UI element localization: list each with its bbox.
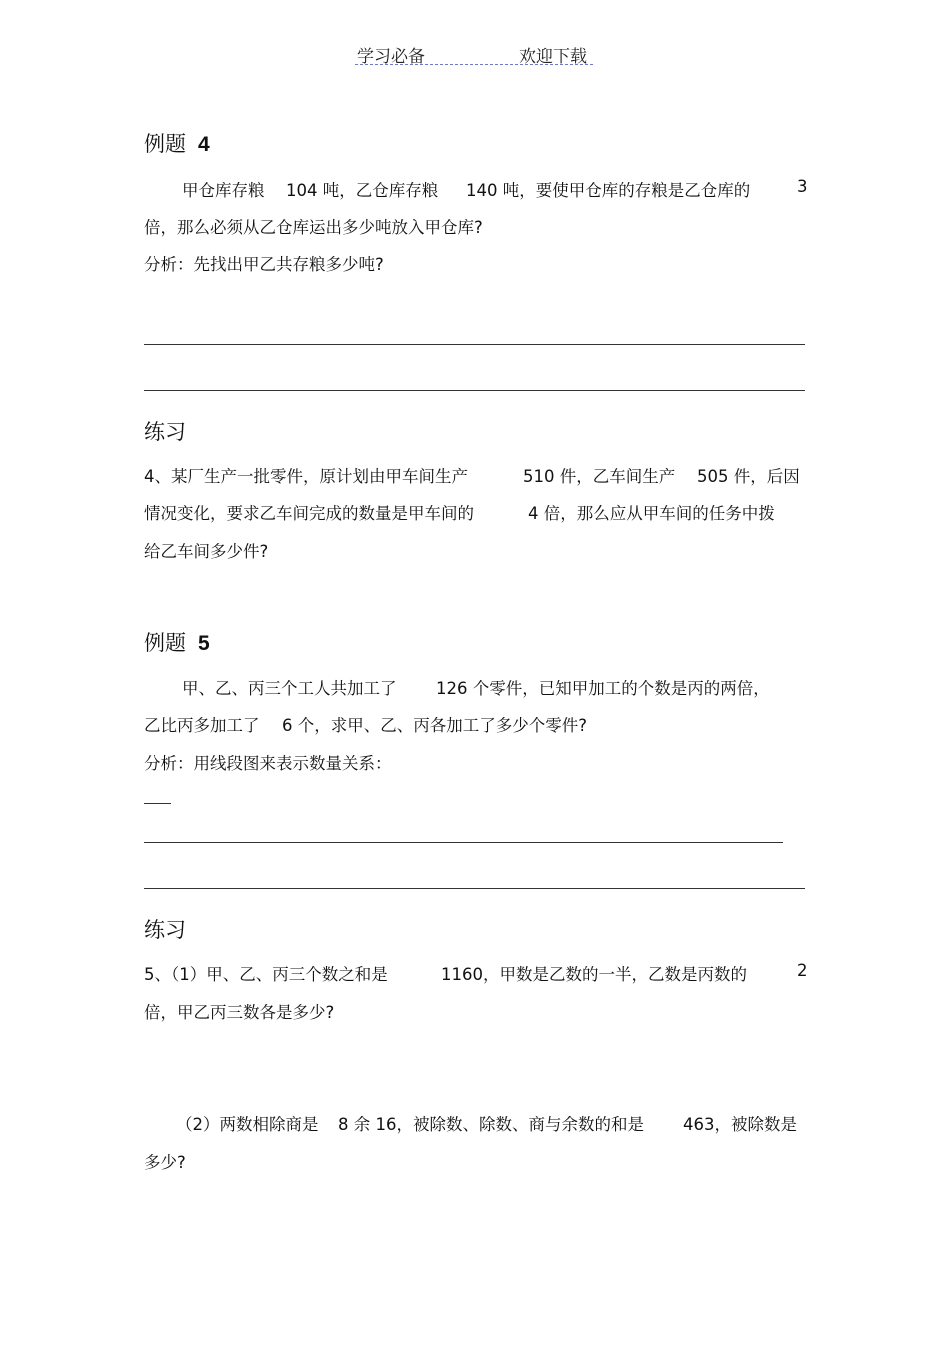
example-4-text: 甲仓库存粮 (182, 181, 265, 200)
practice-5-text: 5、（1）甲、乙、丙三个数之和是 (144, 965, 388, 984)
example-4-title: 例题 (144, 132, 186, 156)
example-4-text: 104 吨，乙仓库存粮 (286, 181, 439, 200)
practice-4-text: 4、某厂生产一批零件，原计划由甲车间生产 (144, 467, 468, 486)
practice-5-part2-text: （2）两数相除商是 (176, 1115, 319, 1134)
header-left-text: 学习必备 (357, 47, 425, 67)
page-header (355, 40, 593, 65)
answer-line (144, 803, 171, 804)
practice-5-part2-text: 多少? (144, 1153, 186, 1172)
example-5-text: 126 个零件，已知甲加工的个数是丙的两倍， (436, 679, 770, 698)
practice-5-part2-text: 8 余 16，被除数、除数、商与余数的和是 (338, 1115, 644, 1134)
practice-5-heading: 练习 (144, 918, 186, 942)
answer-line (144, 344, 805, 345)
practice-4-text: 4 倍，那么应从甲车间的任务中拨 (528, 504, 775, 523)
practice-4-heading: 练习 (144, 420, 186, 444)
practice-4-text: 给乙车间多少件? (144, 542, 269, 561)
example-5-text: 6 个，求甲、乙、丙各加工了多少个零件? (282, 716, 588, 735)
example-4-analysis: 分析：先找出甲乙共存粮多少吨? (144, 255, 384, 274)
practice-4-text: 510 件，乙车间生产 (523, 467, 676, 486)
example-5-text: 甲、乙、丙三个工人共加工了 (182, 679, 397, 698)
practice-5-text: 1160，甲数是乙数的一半，乙数是丙数的 (441, 965, 747, 984)
example-5-analysis: 分析：用线段图来表示数量关系： (144, 754, 392, 773)
practice-5-text: 倍，甲乙丙三数各是多少? (144, 1003, 335, 1022)
practice-4-text: 505 件，后因 (697, 467, 800, 486)
example-4-number: 4 (198, 133, 210, 156)
example-5-title: 例题 (144, 631, 186, 655)
example-4-text: 140 吨，要使甲仓库的存粮是乙仓库的 (466, 181, 751, 200)
answer-line (144, 842, 783, 843)
answer-line (144, 390, 805, 391)
answer-line (144, 888, 805, 889)
practice-5-part2-text: 463，被除数是 (683, 1115, 797, 1134)
example-5-heading (144, 627, 210, 657)
header-right-text: 欢迎下载 (519, 47, 587, 67)
example-4-text: 3 (797, 177, 808, 196)
practice-5-text: 2 (797, 961, 808, 980)
example-4-text: 倍，那么必须从乙仓库运出多少吨放入甲仓库? (144, 218, 483, 237)
example-5-text: 乙比丙多加工了 (144, 716, 260, 735)
example-4-heading (144, 128, 210, 158)
practice-4-text: 情况变化，要求乙车间完成的数量是甲车间的 (144, 504, 474, 523)
example-5-number: 5 (198, 632, 210, 655)
